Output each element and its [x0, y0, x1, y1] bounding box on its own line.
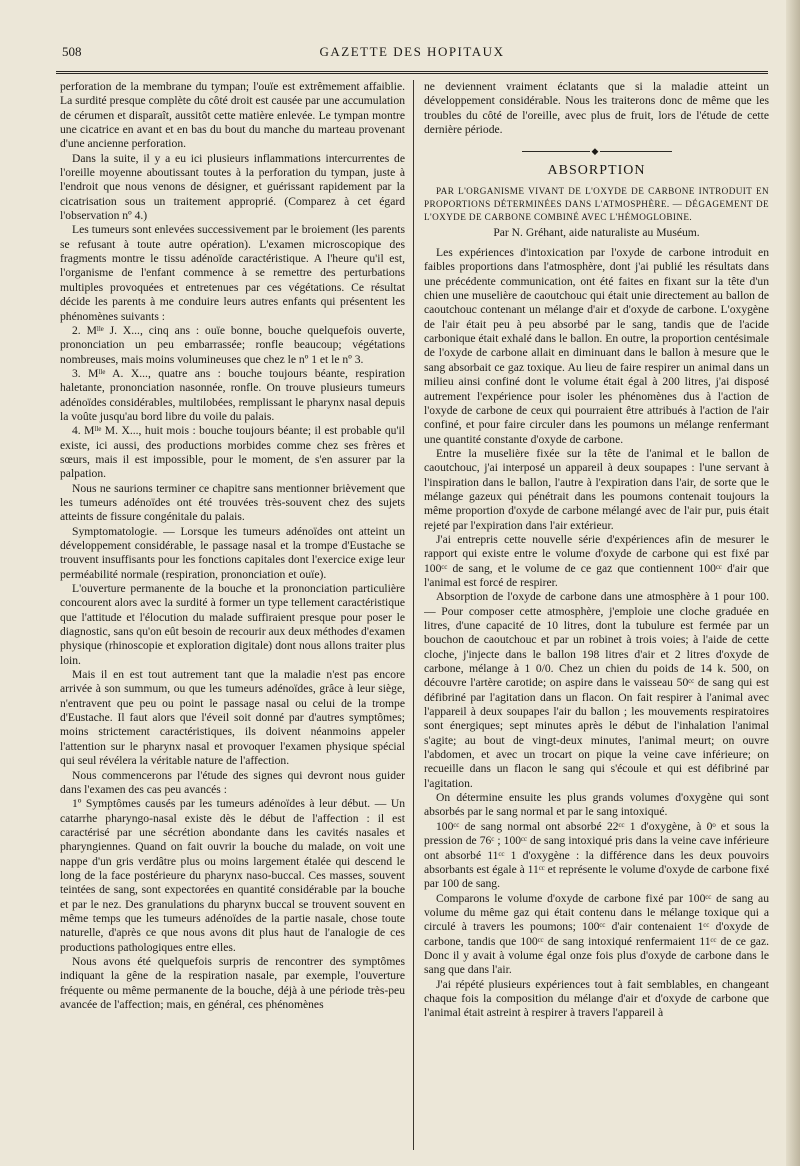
paragraph-symptomatologie: Symptomatologie. — Lorsque les tumeurs adénoïdes ont atteint un développement considérable, le passage nasal et la trompe d'Eustache se trouvent insuffisants pour les fonctions capitales dont l'exercice exige leur perméabilité normale (respiration, prononciation et ouïe).: [60, 524, 405, 581]
paragraph: J'ai répété plusieurs expériences tout à fait semblables, en changeant chaque fois la composition du mélange d'air et d'oxyde de carbone que l'animal était astreint à respirer à travers l'appareil à: [424, 977, 769, 1020]
paragraph: 2. Mˡˡᵉ J. X..., cinq ans : ouïe bonne, bouche quelquefois ouverte, prononciation un peu embarrassée; ronfle beaucoup; végétations nombreuses, mais moins volumineuses que chez le nº 1 et le nº 3.: [60, 323, 405, 366]
paragraph: J'ai entrepris cette nouvelle série d'expériences afin de mesurer le rapport qui existe entre le volume d'oxyde de carbone qui est fixé par 100ᶜᶜ de sang, et le volume de ce gaz que contiennent 100ᶜᶜ d'air que l'animal est forcé de respirer.: [424, 532, 769, 589]
section-separator: [522, 146, 672, 157]
paragraph: 3. Mˡˡᵉ A. X..., quatre ans : bouche toujours béante, respiration haletante, prononciation nasonnée, ronfle. On trouve plusieurs tumeurs adénoïdes considérables, multilobées, remplissant le pharynx nasal depuis la voûte jusqu'au bord libre du voile du palais.: [60, 366, 405, 423]
right-column: [424, 80, 769, 1155]
page-number: 508: [62, 44, 82, 59]
paragraph: 1º Symptômes causés par les tumeurs adénoïdes à leur début. — Un catarrhe pharyngo-nasal existe dès le début de l'affection : il est caractérisé par une sécrétion abondante dans les cavités nasales et pharyngiennes. Quand on fait ouvrir la bouche du malade, on voit une nappe d'un gris verdâtre plus ou moins largement étalée qui descend le long de la face postérieure du pharynx naso-buccal. Ces masses, souvent teintées de sang, sont expectorées en quantité considérable par la bouche et par le nez. Des granulations du pharynx buccal se trouvent souvent en même temps que les tumeurs adénoïdes de la partie nasale, chose toute naturelle, d'après ce que nous avons dit plus haut de l'analogie de ces productions pathologiques entre elles.: [60, 797, 405, 954]
paragraph: Mais il en est tout autrement tant que la maladie n'est pas encore arrivée à son summum, ou que les tumeurs adénoïdes, grâce à leur siège, n'entravent que peu ou point le passage nasal ou celui de la trompe d'Eustache. Il faut alors que l'éveil soit donné par d'autres symptômes; moins strictement caractéristiques, ils doivent néanmoins appeler l'attention sur le pharynx nasal et provoquer l'examen physique spécial qui seul révélera la véritable nature de l'affection.: [60, 668, 405, 768]
paragraph: 100ᶜᶜ de sang normal ont absorbé 22ᶜᶜ 1 d'oxygène, à 0ᵒ et sous la pression de 76ᶜ ; 100ᶜᶜ de sang intoxiqué pris dans la veine cave inférieure ont absorbé 11ᶜᶜ 1 d'oxygène : la différence dans les deux pouvoirs absorbants est égale à 11ᶜᶜ et représente le volume d'oxyde de carbone fixé par 100 de sang.: [424, 819, 769, 891]
paragraph: Absorption de l'oxyde de carbone dans une atmosphère à 1 pour 100. — Pour composer cette atmosphère, j'emploie une cloche graduée en litres, d'une capacité de 10 litres, dont la tubulure est fermée par un bouchon de caoutchouc et par un robinet à trois voies; à l'aide de cette cloche, j'injecte dans le ballon 198 litres d'air et 2 litres d'oxyde de carbone, mélange à 1 0/0. Chez un chien du poids de 14 k. 500, on découvre l'artère carotide; on aspire dans le vaisseau 50ᶜᶜ de sang qui est défibriné par l'agitation dans un flacon. On fait respirer à l'animal avec l'appareil à deux soupapes l'air du ballon ; les mouvements respiratoires sont énergiques; sept minutes après le début de l'inhalation l'animal s'agite; au bout de vingt-deux minutes, l'animal meurt; on ouvre l'abdomen, et avec un trocart on pique la veine cave inférieure; on recueille dans un flacon le sang qui s'écoule et qui est défibriné par l'agitation.: [424, 590, 769, 790]
paragraph: On détermine ensuite les plus grands volumes d'oxygène qui sont absorbés par le sang normal et par le sang intoxiqué.: [424, 791, 769, 819]
section-title: ABSORPTION: [547, 163, 646, 179]
running-title: GAZETTE DES HOPITAUX: [319, 44, 505, 59]
paragraph: Entre la muselière fixée sur la tête de l'animal et le ballon de caoutchouc, j'ai interposé un appareil à deux soupapes : l'une servant à l'inspiration dans le ballon, l'autre à l'expiration dans l'air, de sorte que le mélange gazeux qui pénétrait dans les poumons contenait toujours la même proportion d'oxyde de carbone mélangé avec de l'air pur, puis était rejeté par l'expiration dans l'air extérieur.: [424, 446, 769, 532]
paragraph: Nous ne saurions terminer ce chapitre sans mentionner brièvement que les tumeurs adénoïdes ont été trouvées très-souvent chez des sujets atteints de fissure congénitale du palais.: [60, 481, 405, 524]
paragraph: perforation de la membrane du tympan; l'ouïe est extrêmement affaiblie. La surdité presque complète du côté droit est causée par une accumulation de cérumen et disparaît, aussitôt cette matière enlevée. Le tympan montre une cicatrice en avant et en bas du bout du manche du marteau provenant d'une ancienne perforation.: [60, 80, 405, 151]
author-line: Par N. Gréhant, aide naturaliste au Muséum.: [493, 225, 700, 239]
page-edge-shadow: [786, 0, 800, 1166]
paragraph: Les expériences d'intoxication par l'oxyde de carbone introduit en faibles proportions dans l'atmosphère, dont j'ai publié les résultats dans une précédente communication, ont été faites en fixant sur la tête d'un chien une muselière de caoutchouc qui était unie directement au ballon de caoutchouc contenant un mélange d'air et d'oxyde de carbone. L'oxygène de l'air était peu à peu absorbé par le sang, tandis que de l'acide carbonique était exhalé dans le ballon. En outre, la proportion centésimale de l'oxyde de carbone allait en diminuant dans le ballon à mesure que le sang absorbait ce gaz toxique. Au lieu de faire respirer un animal dans un milieu ainsi confiné dont le volume était égal à 200 litres, j'ai disposé autrement l'expérience pour isoler les phénomènes dus à l'action de l'oxyde de carbone de ceux qui pourraient être attribués à l'action de l'air confiné, et pour faire circuler dans les poumons un mélange renfermant une quantité constante d'oxyde de carbone.: [424, 246, 769, 446]
header-double-rule: [56, 71, 768, 74]
paragraph: Les tumeurs sont enlevées successivement par le broiement (les parents se refusant à toute autre opération). L'examen microscopique des fragments montre le tissu adénoïde caractéristique. A l'heure qu'il est, l'organisme de l'enfant commence à se remettre des perturbations multiples provoquées et entretenues par ces végétations. Ce résultat décide les parents à me conduire leurs autres enfants qui présentent les phénomènes suivants :: [60, 223, 405, 323]
left-column: [60, 80, 405, 1155]
paragraph: 4. Mˡˡᵉ M. X..., huit mois : bouche toujours béante; il est probable qu'il existe, ici aussi, des productions morbides comme chez ses frères et sœurs, mais il est impossible, pour le moment, de s'en assurer par la palpation.: [60, 424, 405, 481]
column-divider: [413, 80, 414, 1150]
paragraph: Nous avons été quelquefois surpris de rencontrer des symptômes indiquant la gêne de la respiration nasale, par exemple, l'ouverture fréquente ou même permanente de la bouche, déjà à une période très-peu avancée de l'affection; mais, en général, ces phénomènes: [60, 954, 405, 1011]
section-subtitle: PAR L'ORGANISME VIVANT DE L'OXYDE DE CARBONE INTRODUIT EN PROPORTIONS DÉTERMINÉES DANS L'ATMOSPHÈRE. — DÉGAGEMENT DE L'OXYDE DE CARBONE COMBINÉ AVEC L'HÉMOGLOBINE.: [424, 185, 769, 222]
paragraph: Comparons le volume d'oxyde de carbone fixé par 100ᶜᶜ de sang au volume du même gaz qui était contenu dans le mélange toxique qui a circulé à travers les poumons; 100ᶜᶜ d'air contenaient 1ᶜᶜ d'oxyde de carbone, tandis que 100ᶜᶜ de sang intoxiqué renfermaient 11ᶜᶜ de ce gaz. Donc il y avait à volume égal onze fois plus d'oxyde de carbone dans le sang que dans l'air.: [424, 891, 769, 977]
paragraph: Dans la suite, il y a eu ici plusieurs inflammations intercurrentes de l'oreille moyenne aboutissant toutes à la perforation du tympan, juste à l'endroit que nous venons de désigner, et guérissant rapidement par la cicatrisation sous un traitement approprié. (Comparez à cet égard l'observation nº 4.): [60, 151, 405, 223]
paragraph: Nous commencerons par l'étude des signes qui devront nous guider dans l'examen des cas peu avancés :: [60, 768, 405, 796]
intro-paragraph: ne deviennent vraiment éclatants que si la maladie atteint un développement considérable. Nous les traiterons donc de même que les troubles du côté de l'oreille, avec plus de fruit, lors de l'étude de cette dernière période.: [424, 80, 769, 137]
paragraph: L'ouverture permanente de la bouche et la prononciation particulière concourent alors avec la surdité à former un type tellement caractéristique que l'attitude et l'élocution du malade suffiraient presque pour poser le diagnostic, sans qu'on eût besoin de recourir aux deux méthodes d'examen physique (rhinoscopie et exploration digitale) dont nous allons traiter plus loin.: [60, 582, 405, 667]
page-header: [56, 38, 768, 60]
separator-diamond-icon: ◆: [591, 146, 599, 157]
